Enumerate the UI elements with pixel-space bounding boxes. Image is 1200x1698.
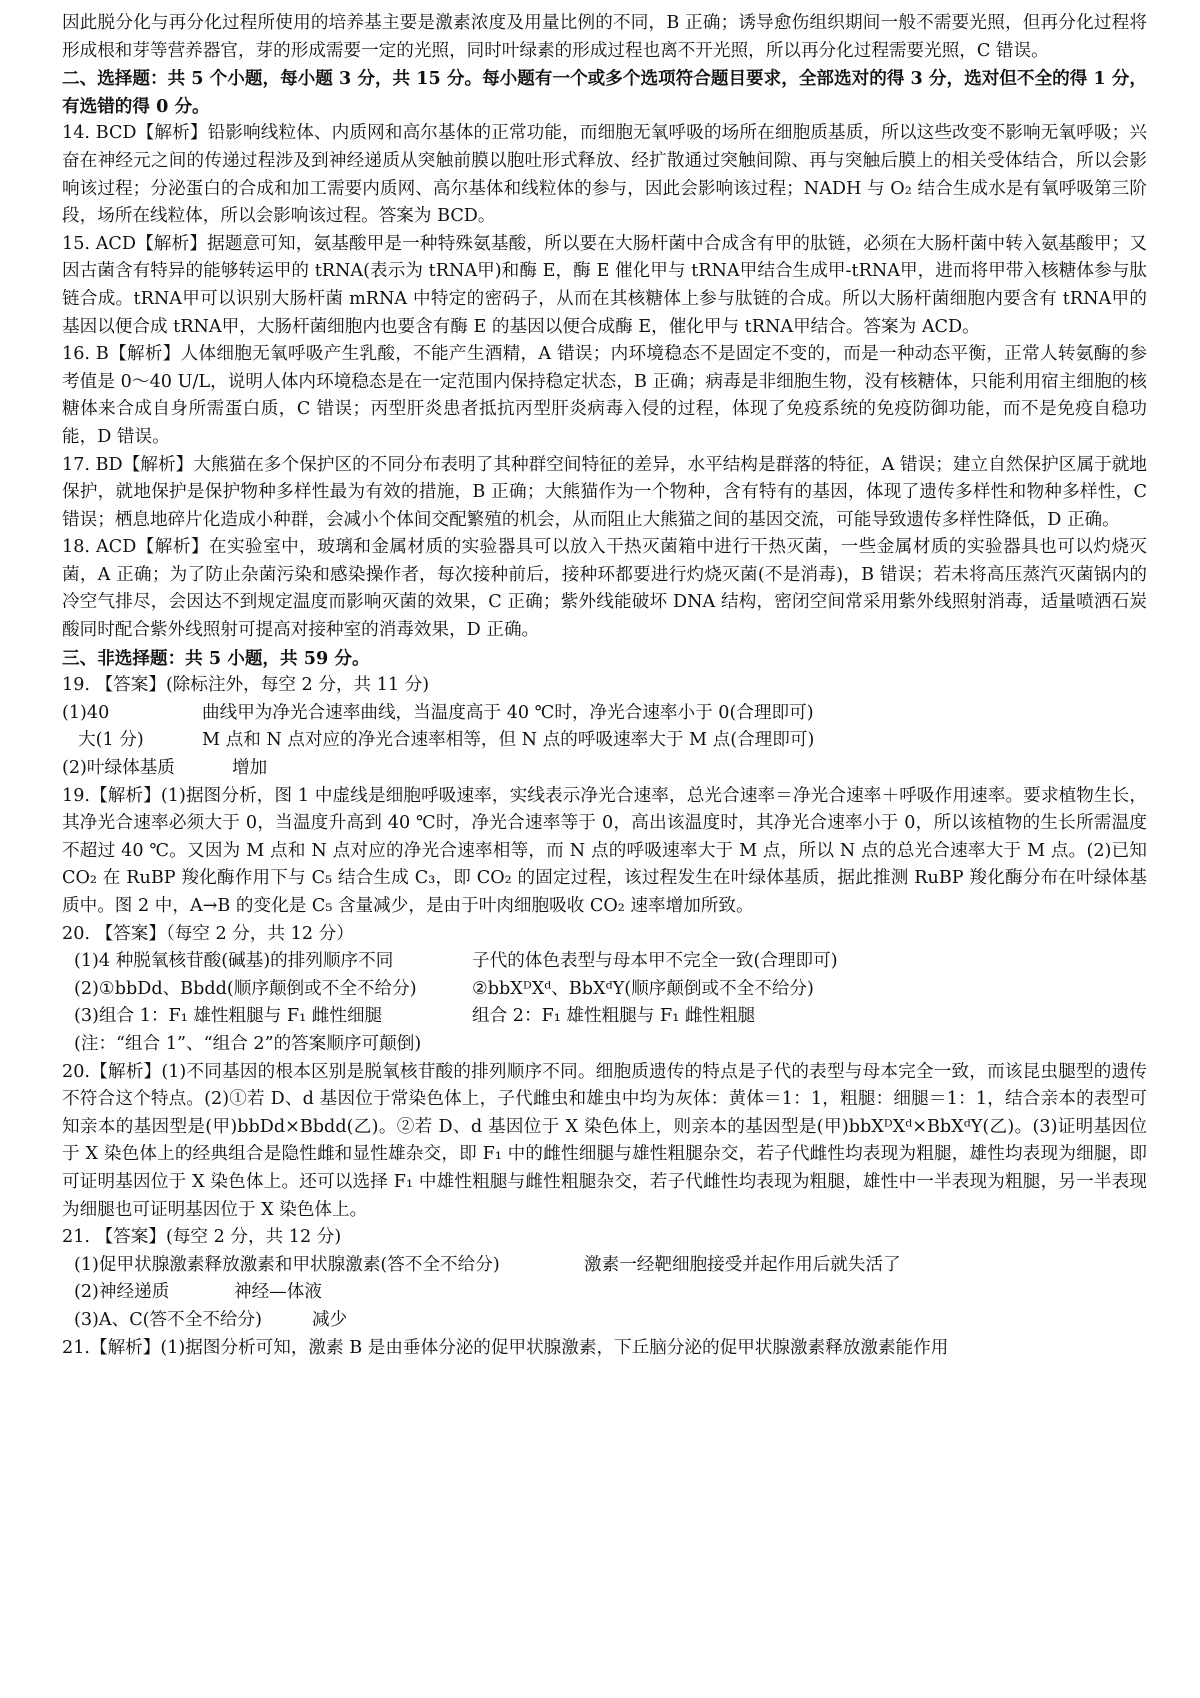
answer-blank: (1)促甲状腺激素释放激素和甲状腺激素(答不全不给分) <box>74 1254 500 1275</box>
answer-blank: 组合 2：F₁ 雄性粗腿与 F₁ 雌性粗腿 <box>472 1006 756 1027</box>
answer-14: 14. BCD【解析】铅影响线粒体、内质网和高尔基体的正常功能，而细胞无氧呼吸的场所在细胞质基质，所以这些改变不影响无氧呼吸；兴奋在神经元之间的传递过程涉及到神经递质从突触前膜以胞吐形式释放、经扩散通过突触间隙、再与突触后膜上的相关受体结合，所以会影响该过程；分泌蛋白的合成和加工需要内质网、高尔基体和线粒体的参与，因此会影响该过程；NADH 与 O₂ 结合生成水是有氧呼吸第三阶段，场所在线粒体，所以会影响该过程。答案为 BCD。 <box>62 123 1147 227</box>
answer-blank: (2)①bbDd、Bbdd(顺序颠倒或不全不给分) <box>74 978 417 999</box>
answer-blank: (3)A、C(答不全不给分) <box>74 1309 262 1330</box>
q19-analysis: 19.【解析】(1)据图分析，图 1 中虚线是细胞呼吸速率，实线表示净光合速率，总光合速率＝净光合速率＋呼吸作用速率。要求植物生长，其净光合速率必须大于 0，当温度升高到 40 ℃时，净光合速率等于 0，高出该温度时，其净光合速率小于 0，所以该植物的生长所需温度不超过 40 ℃。又因为 M 点和 N 点对应的净光合速率相等，而 N 点的呼吸速率大于 M 点，所以 N 点的总光合速率大于 M 点。(2)已知 CO₂ 在 RuBP 羧化酶作用下与 C₅ 结合生成 C₃，即 CO₂ 的固定过程，该过程发生在叶绿体基质，据此推测 RuBP 羧化酶分布在叶绿体基质中。图 2 中，A→B 的变化是 C₅ 含量减少，是由于叶肉细胞吸收 CO₂ 速率增加所致。 <box>62 785 1147 916</box>
answer-blank: (2)神经递质 <box>74 1282 170 1303</box>
answer-18: 18. ACD【解析】在实验室中，玻璃和金属材质的实验器具可以放入干热灭菌箱中进行干热灭菌，一些金属材质的实验器具也可以灼烧灭菌，A 正确；为了防止杂菌污染和感染操作者，每次接种前后，接种环都要进行灼烧灭菌(不是消毒)，B 错误；若未将高压蒸汽灭菌锅内的冷空气排尽，会因达不到规定温度而影响灭菌的效果，C 正确；紫外线能破坏 DNA 结构，密闭空间常采用紫外线照射消毒，适量喷洒石炭酸同时配合紫外线照射可提高对接种室的消毒效果，D 正确。 <box>62 537 1147 641</box>
answer-blank: 增加 <box>232 758 268 779</box>
section-heading: 三、非选择题：共 5 小题，共 59 分。 <box>62 647 370 669</box>
answer-blank: 减少 <box>312 1309 348 1330</box>
answer-note <box>62 1031 1147 1059</box>
document-page <box>62 10 1147 1362</box>
answer-blank: (2)叶绿体基质 <box>62 758 175 779</box>
answer-line <box>62 727 1147 755</box>
answer-blank: M 点和 N 点对应的净光合速率相等，但 N 点的呼吸速率大于 M 点(合理即可) <box>202 730 815 751</box>
answer-blank: (1)4 种脱氧核苷酸(碱基)的排列顺序不同 <box>74 951 394 972</box>
q21-header: 21. 【答案】(每空 2 分，共 12 分) <box>62 1227 342 1248</box>
answer-blank: (3)组合 1：F₁ 雄性粗腿与 F₁ 雌性细腿 <box>74 1006 383 1027</box>
q19-header: 19. 【答案】(除标注外，每空 2 分，共 11 分) <box>62 675 430 696</box>
q21-analysis: 21.【解析】(1)据图分析可知，激素 B 是由垂体分泌的促甲状腺激素，下丘脑分泌的促甲状腺激素释放激素能作用 <box>62 1337 949 1358</box>
answer-line <box>62 1252 1147 1280</box>
answer-blank: 激素一经靶细胞接受并起作用后就失活了 <box>584 1254 901 1275</box>
answer-line <box>62 948 1147 976</box>
answer-line <box>62 1279 1147 1307</box>
answer-17: 17. BD【解析】大熊猫在多个保护区的不同分布表明了其种群空间特征的差异，水平结构是群落的特征，A 错误；建立自然保护区属于就地保护，就地保护是保护物种多样性最为有效的措施，B 正确；大熊猫作为一个物种，含有特有的基因，体现了遗传多样性和物种多样性，C 错误；栖息地碎片化造成小种群，会减小个体间交配繁殖的机会，从而阻止大熊猫之间的基因交流，可能导致遗传多样性降低，D 正确。 <box>62 454 1147 530</box>
answer-note-text: (注：“组合 1”、“组合 2”的答案顺序可颠倒) <box>74 1033 422 1054</box>
answer-blank: 大(1 分) <box>78 730 144 751</box>
answer-line <box>62 700 1147 728</box>
answer-line <box>62 976 1147 1004</box>
answer-blank: ②bbXᴰXᵈ、BbXᵈY(顺序颠倒或不全不给分) <box>472 978 814 999</box>
section-heading: 二、选择题：共 5 个小题，每小题 3 分，共 15 分。每小题有一个或多个选项符合题目要求，全部选对的得 3 分，选对但不全的得 1 分，有选错的得 0 分。 <box>62 68 1147 117</box>
answer-blank: 曲线甲为净光合速率曲线，当温度高于 40 ℃时，净光合速率小于 0(合理即可) <box>202 702 814 723</box>
answer-15: 15. ACD【解析】据题意可知，氨基酸甲是一种特殊氨基酸，所以要在大肠杆菌中合成含有甲的肽链，必须在大肠杆菌中转入氨基酸甲；又因古菌含有特异的能够转运甲的 tRNA(表示为 tRNA甲)和酶 E，酶 E 催化甲与 tRNA甲结合生成甲-tRNA甲，进而将甲带入核糖体参与肽链合成。tRNA甲可以识别大肠杆菌 mRNA 中特定的密码子，从而在其核糖体上参与肽链的合成。所以大肠杆菌细胞内要含有 tRNA甲的基因以便合成 tRNA甲，大肠杆菌细胞内也要含有酶 E 的基因以便合成酶 E，催化甲与 tRNA甲结合。答案为 ACD。 <box>62 233 1147 337</box>
answer-16: 16. B【解析】人体细胞无氧呼吸产生乳酸，不能产生酒精，A 错误；内环境稳态不是固定不变的，而是一种动态平衡，正常人转氨酶的参考值是 0～40 U/L，说明人体内环境稳态是在一定范围内保持稳定状态，B 正确；病毒是非细胞生物，没有核糖体，只能利用宿主细胞的核糖体来合成自身所需蛋白质，C 错误；丙型肝炎患者抵抗丙型肝炎病毒入侵的过程，体现了免疫系统的免疫防御功能，而不是免疫自稳功能，D 错误。 <box>62 344 1147 447</box>
answer-blank: 神经—体液 <box>234 1282 322 1303</box>
q20-analysis: 20.【解析】(1)不同基因的根本区别是脱氧核苷酸的排列顺序不同。细胞质遗传的特点是子代的表型与母本完全一致，而该昆虫腿型的遗传不符合这个特点。(2)①若 D、d 基因位于常染色体上，子代雌虫和雄虫中均为灰体：黄体＝1：1，粗腿：细腿＝1：1，结合亲本的表型可知亲本的基因型是(甲)bbDd×Bbdd(乙)。②若 D、d 基因位于 X 染色体上，则亲本的基因型是(甲)bbXᴰXᵈ×BbXᵈY(乙)。(3)证明基因位于 X 染色体上的经典组合是隐性雌和显性雄杂交，即 F₁ 中的雌性细腿与雄性粗腿杂交，若子代雌性均表现为粗腿，雄性均表现为细腿，即可证明基因位于 X 染色体上。还可以选择 F₁ 中雄性粗腿与雌性粗腿杂交，若子代雌性均表现为粗腿，雄性中一半表现为粗腿，另一半表现为细腿也可证明基因位于 X 染色体上。 <box>62 1061 1147 1220</box>
q20-header: 20. 【答案】（每空 2 分，共 12 分） <box>62 923 354 944</box>
paragraph: 因此脱分化与再分化过程所使用的培养基主要是激素浓度及用量比例的不同，B 正确；诱导愈伤组织期间一般不需要光照，但再分化过程将形成根和芽等营养器官，芽的形成需要一定的光照，同时叶绿素的形成过程也离不开光照，所以再分化过程需要光照，C 错误。 <box>62 13 1147 61</box>
answer-line <box>62 755 1147 783</box>
answer-line <box>62 1307 1147 1335</box>
answer-blank: 子代的体色表型与母本甲不完全一致(合理即可) <box>472 951 838 972</box>
answer-blank: (1)40 <box>62 702 110 723</box>
answer-line <box>62 1003 1147 1031</box>
